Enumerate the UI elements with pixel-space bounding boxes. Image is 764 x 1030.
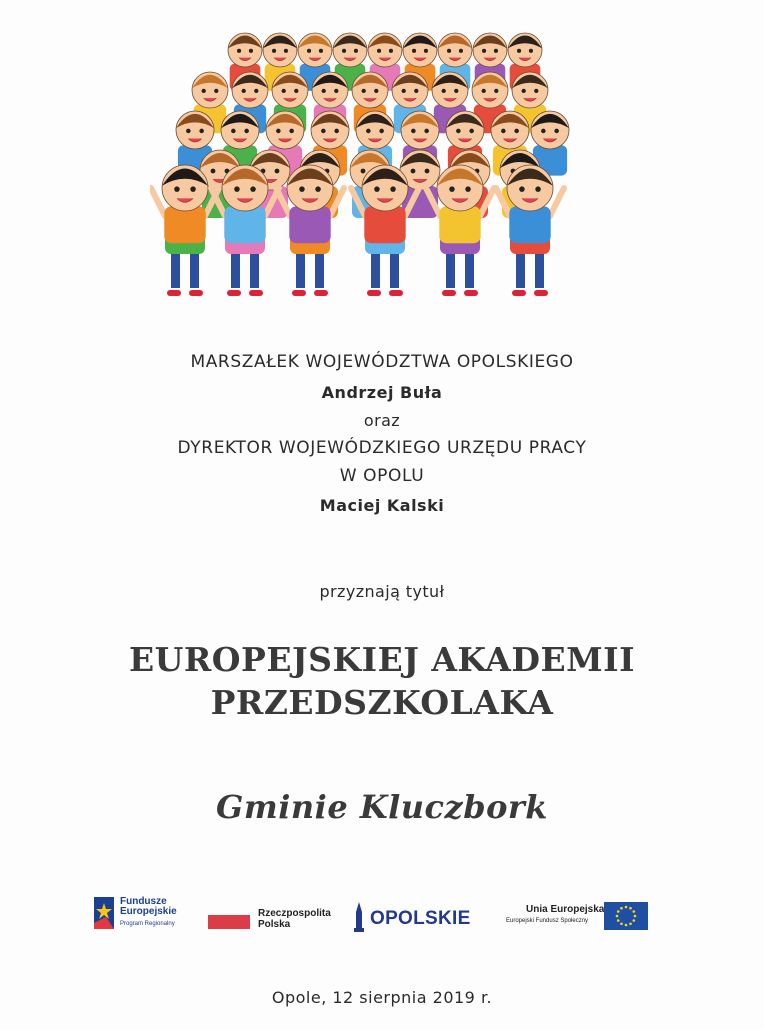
opolskie-tower-icon (352, 902, 366, 934)
award-title-line2: PRZEDSZKOLAKA (210, 683, 554, 722)
award-title-line1: EUROPEJSKIEJ AKADEMII (128, 640, 636, 679)
rp-line1: Rzeczpospolita (258, 908, 331, 919)
opolskie-text: OPOLSKIE (370, 908, 471, 929)
director-location: W OPOLU (339, 466, 425, 486)
fe-line1: Fundusze (120, 896, 167, 907)
unia-europejska-logo (506, 900, 660, 936)
marshal-title: MARSZAŁEK WOJEWÓDZTWA OPOLSKIEGO (190, 352, 574, 372)
eu-flag-icon (604, 902, 648, 930)
conjunction-text: oraz (363, 411, 401, 430)
fe-star-icon (92, 893, 118, 933)
issue-date: Opole, 12 sierpnia 2019 r. (271, 988, 493, 1007)
fundusze-europejskie-logo (92, 893, 202, 933)
director-title: DYREKTOR WOJEWÓDZKIEGO URZĘDU PRACY (177, 438, 587, 458)
opolskie-logo (352, 902, 492, 936)
polish-flag-icon (208, 915, 250, 929)
rp-line2: Polska (258, 919, 291, 930)
rzeczpospolita-polska-logo (206, 905, 336, 935)
children-group-illustration (150, 20, 580, 300)
director-name: Maciej Kalski (319, 496, 445, 515)
fe-line2: Europejskie (120, 906, 177, 917)
marshal-name: Andrzej Buła (321, 383, 443, 402)
award-intro: przyznają tytuł (319, 582, 445, 601)
award-recipient: Gminie Kluczbork (216, 788, 548, 826)
fe-sub: Program Regionalny (120, 921, 175, 927)
ue-line1: Unia Europejska (526, 904, 605, 915)
ue-sub: Europejski Fundusz Społeczny (506, 918, 589, 924)
